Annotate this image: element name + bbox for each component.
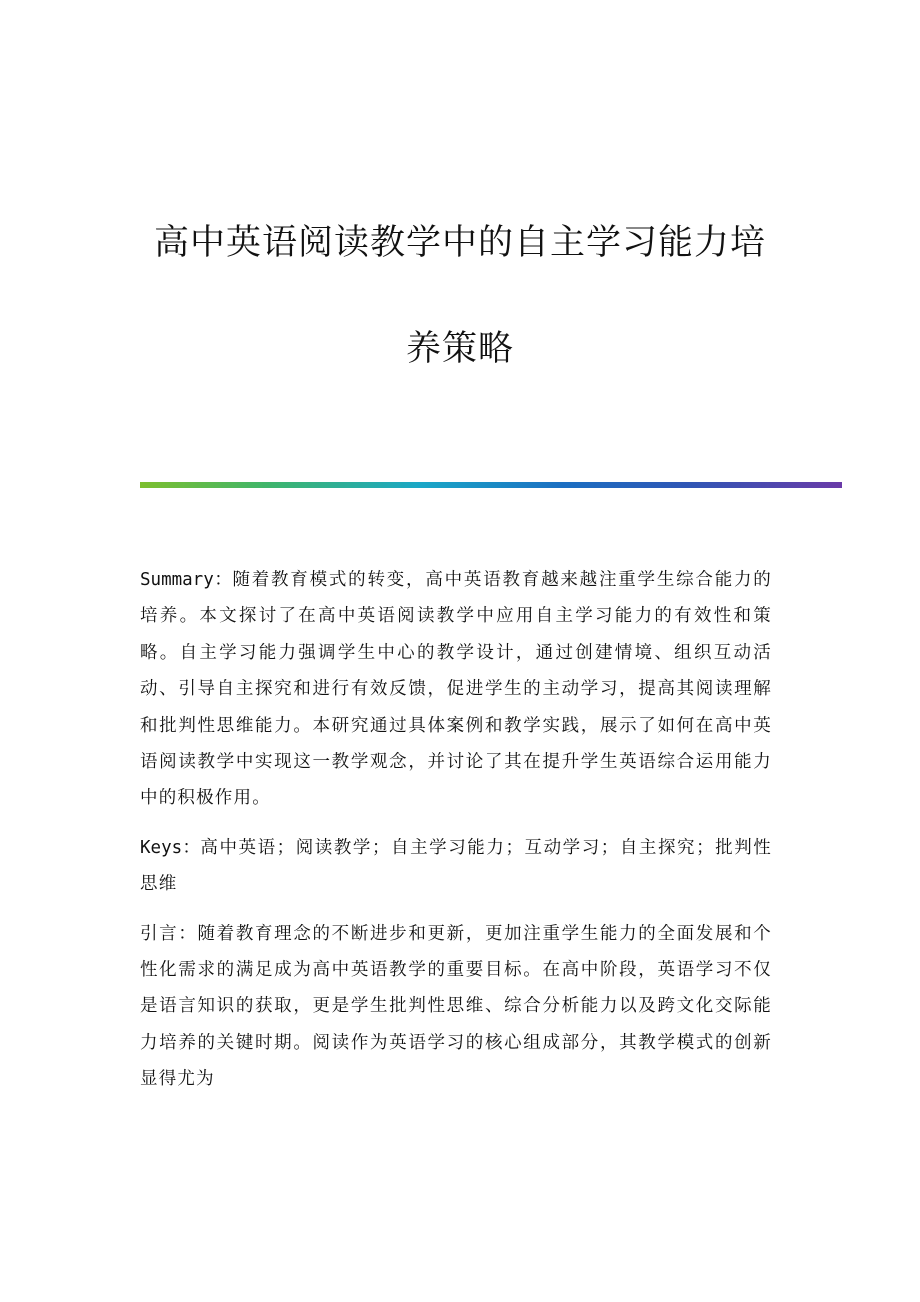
- summary-paragraph: [140, 562, 772, 817]
- intro-label: 引言：: [140, 923, 198, 944]
- intro-paragraph: [140, 916, 772, 1098]
- gradient-divider: [140, 482, 842, 488]
- intro-text: 随着教育理念的不断进步和更新，更加注重学生能力的全面发展和个性化需求的满足成为高中英语教学的重要目标。在高中阶段，英语学习不仅是语言知识的获取，更是学生批判性思维、综合分析能力以及跨文化交际能力培养的关键时期。阅读作为英语学习的核心组成部分，其教学模式的创新显得尤为: [140, 923, 772, 1090]
- keys-paragraph: [140, 830, 772, 903]
- title-line-2: 养策略: [405, 329, 514, 369]
- keys-label: Keys：: [140, 837, 201, 858]
- summary-text: 随着教育模式的转变，高中英语教育越来越注重学生综合能力的培养。本文探讨了在高中英语阅读教学中应用自主学习能力的有效性和策略。自主学习能力强调学生中心的教学设计，通过创建情境、组织互动活动、引导自主探究和进行有效反馈，促进学生的主动学习，提高其阅读理解和批判性思维能力。本研究通过具体案例和教学实践，展示了如何在高中英语阅读教学中实现这一教学观念，并讨论了其在提升学生英语综合运用能力中的积极作用。: [140, 570, 772, 809]
- keys-text: 高中英语；阅读教学；自主学习能力；互动学习；自主探究；批判性思维: [140, 837, 773, 895]
- title-line-1: 高中英语阅读教学中的自主学习能力培: [153, 223, 766, 263]
- summary-label: Summary：: [140, 570, 233, 590]
- document-body: [140, 562, 772, 1111]
- document-title: [0, 212, 920, 380]
